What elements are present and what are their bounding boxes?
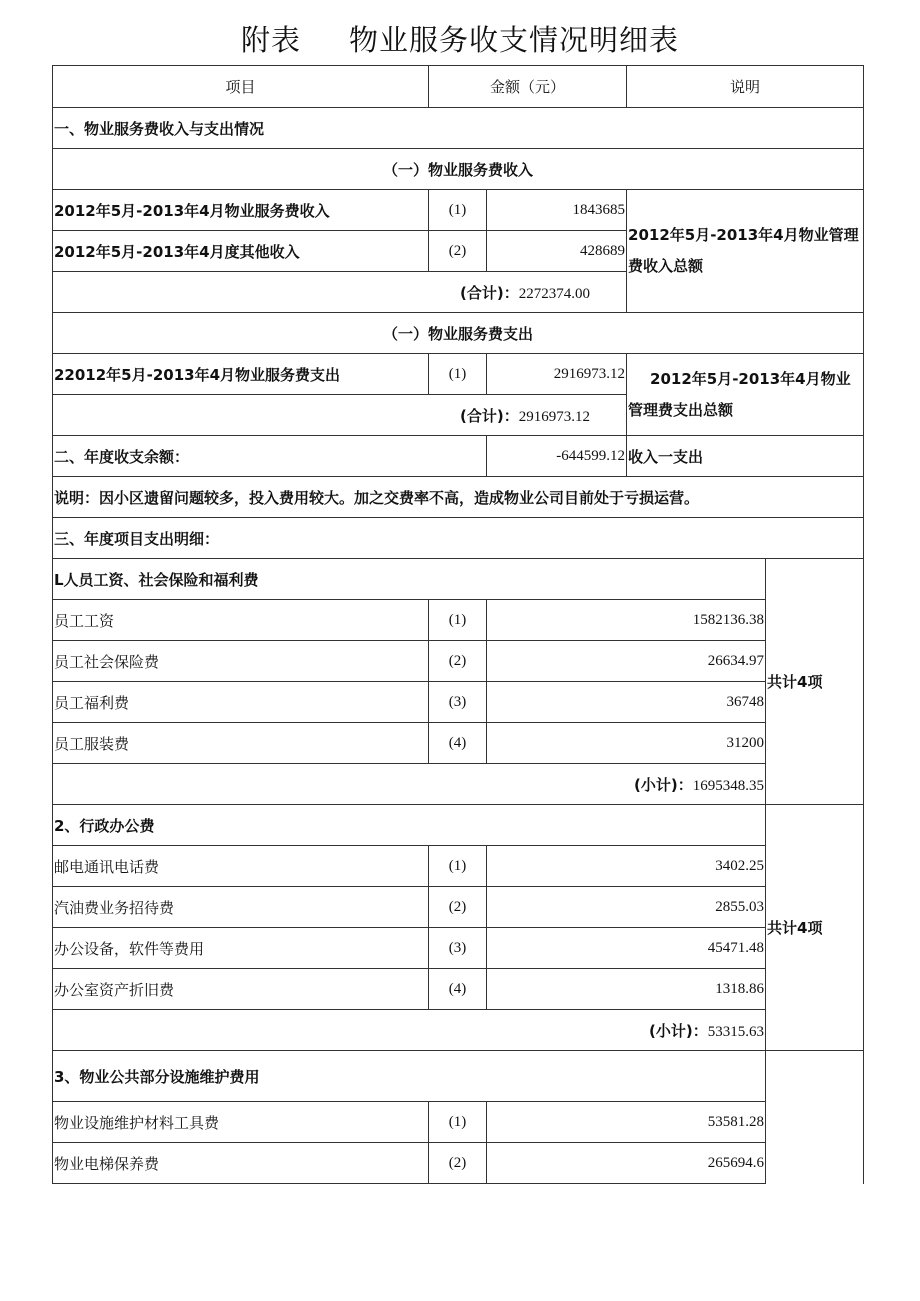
table-row <box>53 846 864 887</box>
group1-row-2-index: (2) <box>429 641 487 682</box>
group1-heading: L人员工资、社会保险和福利费 <box>53 559 766 600</box>
group1-row-3-amount: 36748 <box>487 682 766 723</box>
group2-row-2-amount: 2855.03 <box>487 887 766 928</box>
expense-row-1-label: 22012年5月-2013年4月物业服务费支出 <box>53 354 429 395</box>
group1-row-4-index: (4) <box>429 723 487 764</box>
group2-row-4-amount: 1318.86 <box>487 969 766 1010</box>
group1-row-4-label: 员工服装费 <box>53 723 429 764</box>
group3-note <box>766 1051 864 1184</box>
table-row <box>53 682 864 723</box>
section1-heading: 一、物业服务费收入与支出情况 <box>53 108 864 149</box>
group2-row-2-index: (2) <box>429 887 487 928</box>
group2-row-1-label: 邮电通讯电话费 <box>53 846 429 887</box>
group3-row-2-label: 物业电梯保养费 <box>53 1143 429 1184</box>
header-note: 说明 <box>627 66 864 108</box>
table-row <box>53 928 864 969</box>
header-item: 项目 <box>53 66 429 108</box>
group2-row-1-index: (1) <box>429 846 487 887</box>
title-prefix: 附表 <box>240 23 301 57</box>
income-row-1-label: 2012年5月-2013年4月物业服务费收入 <box>53 190 429 231</box>
group2-row-3-label: 办公设备，软件等费用 <box>53 928 429 969</box>
group1-row-2-label: 员工社会保险费 <box>53 641 429 682</box>
group1-row-3-label: 员工福利费 <box>53 682 429 723</box>
expense-note: 2012年5月-2013年4月物业管理费支出总额 <box>627 354 864 436</box>
document-title <box>0 18 920 59</box>
group2-row-1-amount: 3402.25 <box>487 846 766 887</box>
group2-heading: 2、行政办公费 <box>53 805 766 846</box>
group1-row-3-index: (3) <box>429 682 487 723</box>
group1-row-1-index: (1) <box>429 600 487 641</box>
group1-note: 共计4项 <box>766 559 864 805</box>
income-note: 2012年5月-2013年4月物业管理费收入总额 <box>627 190 864 313</box>
group1-subtotal-value: 1695348.35 <box>692 777 765 794</box>
table-row <box>53 190 864 231</box>
group2-row-4-label: 办公室资产折旧费 <box>53 969 429 1010</box>
group2-subtotal <box>53 1010 766 1051</box>
income-row-2-amount: 428689 <box>487 231 627 272</box>
group2-subtotal-label: (小计)： <box>649 1021 708 1040</box>
header-amount: 金额（元） <box>429 66 627 108</box>
income-total <box>53 272 627 313</box>
group3-row-1-index: (1) <box>429 1102 487 1143</box>
table-row <box>53 641 864 682</box>
group1-row-1-amount: 1582136.38 <box>487 600 766 641</box>
table-row <box>53 969 864 1010</box>
group3-row-2-index: (2) <box>429 1143 487 1184</box>
group3-heading: 3、物业公共部分设施维护费用 <box>53 1051 766 1102</box>
title-main: 物业服务收支情况明细表 <box>349 23 680 57</box>
income-subheading: （一）物业服务费收入 <box>53 149 864 190</box>
section2-remark: 说明：因小区遗留问题较多，投入费用较大。加之交费率不高，造成物业公司目前处于亏损运营。 <box>53 477 864 518</box>
table-row <box>53 887 864 928</box>
section3-heading: 三、年度项目支出明细： <box>53 518 864 559</box>
expense-total-value: 2916973.12 <box>518 408 591 425</box>
section2-note: 收入一支出 <box>627 436 864 477</box>
table-row <box>53 600 864 641</box>
income-total-value: 2272374.00 <box>518 285 591 302</box>
income-total-label: (合计)： <box>460 283 519 302</box>
group2-subtotal-value: 53315.63 <box>707 1023 765 1040</box>
group2-row-3-index: (3) <box>429 928 487 969</box>
group1-row-2-amount: 26634.97 <box>487 641 766 682</box>
group2-row-3-amount: 45471.48 <box>487 928 766 969</box>
group2-row-2-label: 汽油费业务招待费 <box>53 887 429 928</box>
group3-row-1-amount: 53581.28 <box>487 1102 766 1143</box>
income-row-2-label: 2012年5月-2013年4月度其他收入 <box>53 231 429 272</box>
expense-total <box>53 395 627 436</box>
group1-subtotal-label: (小计)： <box>634 775 693 794</box>
income-row-1-amount: 1843685 <box>487 190 627 231</box>
group2-note: 共计4项 <box>766 805 864 1051</box>
expense-subheading: （一）物业服务费支出 <box>53 313 864 354</box>
table-header-row <box>53 66 864 108</box>
group3-row-2-amount: 265694.6 <box>487 1143 766 1184</box>
group1-row-4-amount: 31200 <box>487 723 766 764</box>
table-row <box>53 723 864 764</box>
group1-subtotal <box>53 764 766 805</box>
section2-value: -644599.12 <box>487 436 627 477</box>
table-row <box>53 1102 864 1143</box>
table-row <box>53 1143 864 1184</box>
expense-row-1-index: (1) <box>429 354 487 395</box>
income-row-2-index: (2) <box>429 231 487 272</box>
expense-row-1-amount: 2916973.12 <box>487 354 627 395</box>
group2-row-4-index: (4) <box>429 969 487 1010</box>
group1-row-1-label: 员工工资 <box>53 600 429 641</box>
group3-row-1-label: 物业设施维护材料工具费 <box>53 1102 429 1143</box>
table-row <box>53 354 864 395</box>
section2-heading: 二、年度收支余额： <box>53 436 487 477</box>
expense-total-label: (合计)： <box>460 406 519 425</box>
finance-table <box>52 65 864 1184</box>
income-row-1-index: (1) <box>429 190 487 231</box>
